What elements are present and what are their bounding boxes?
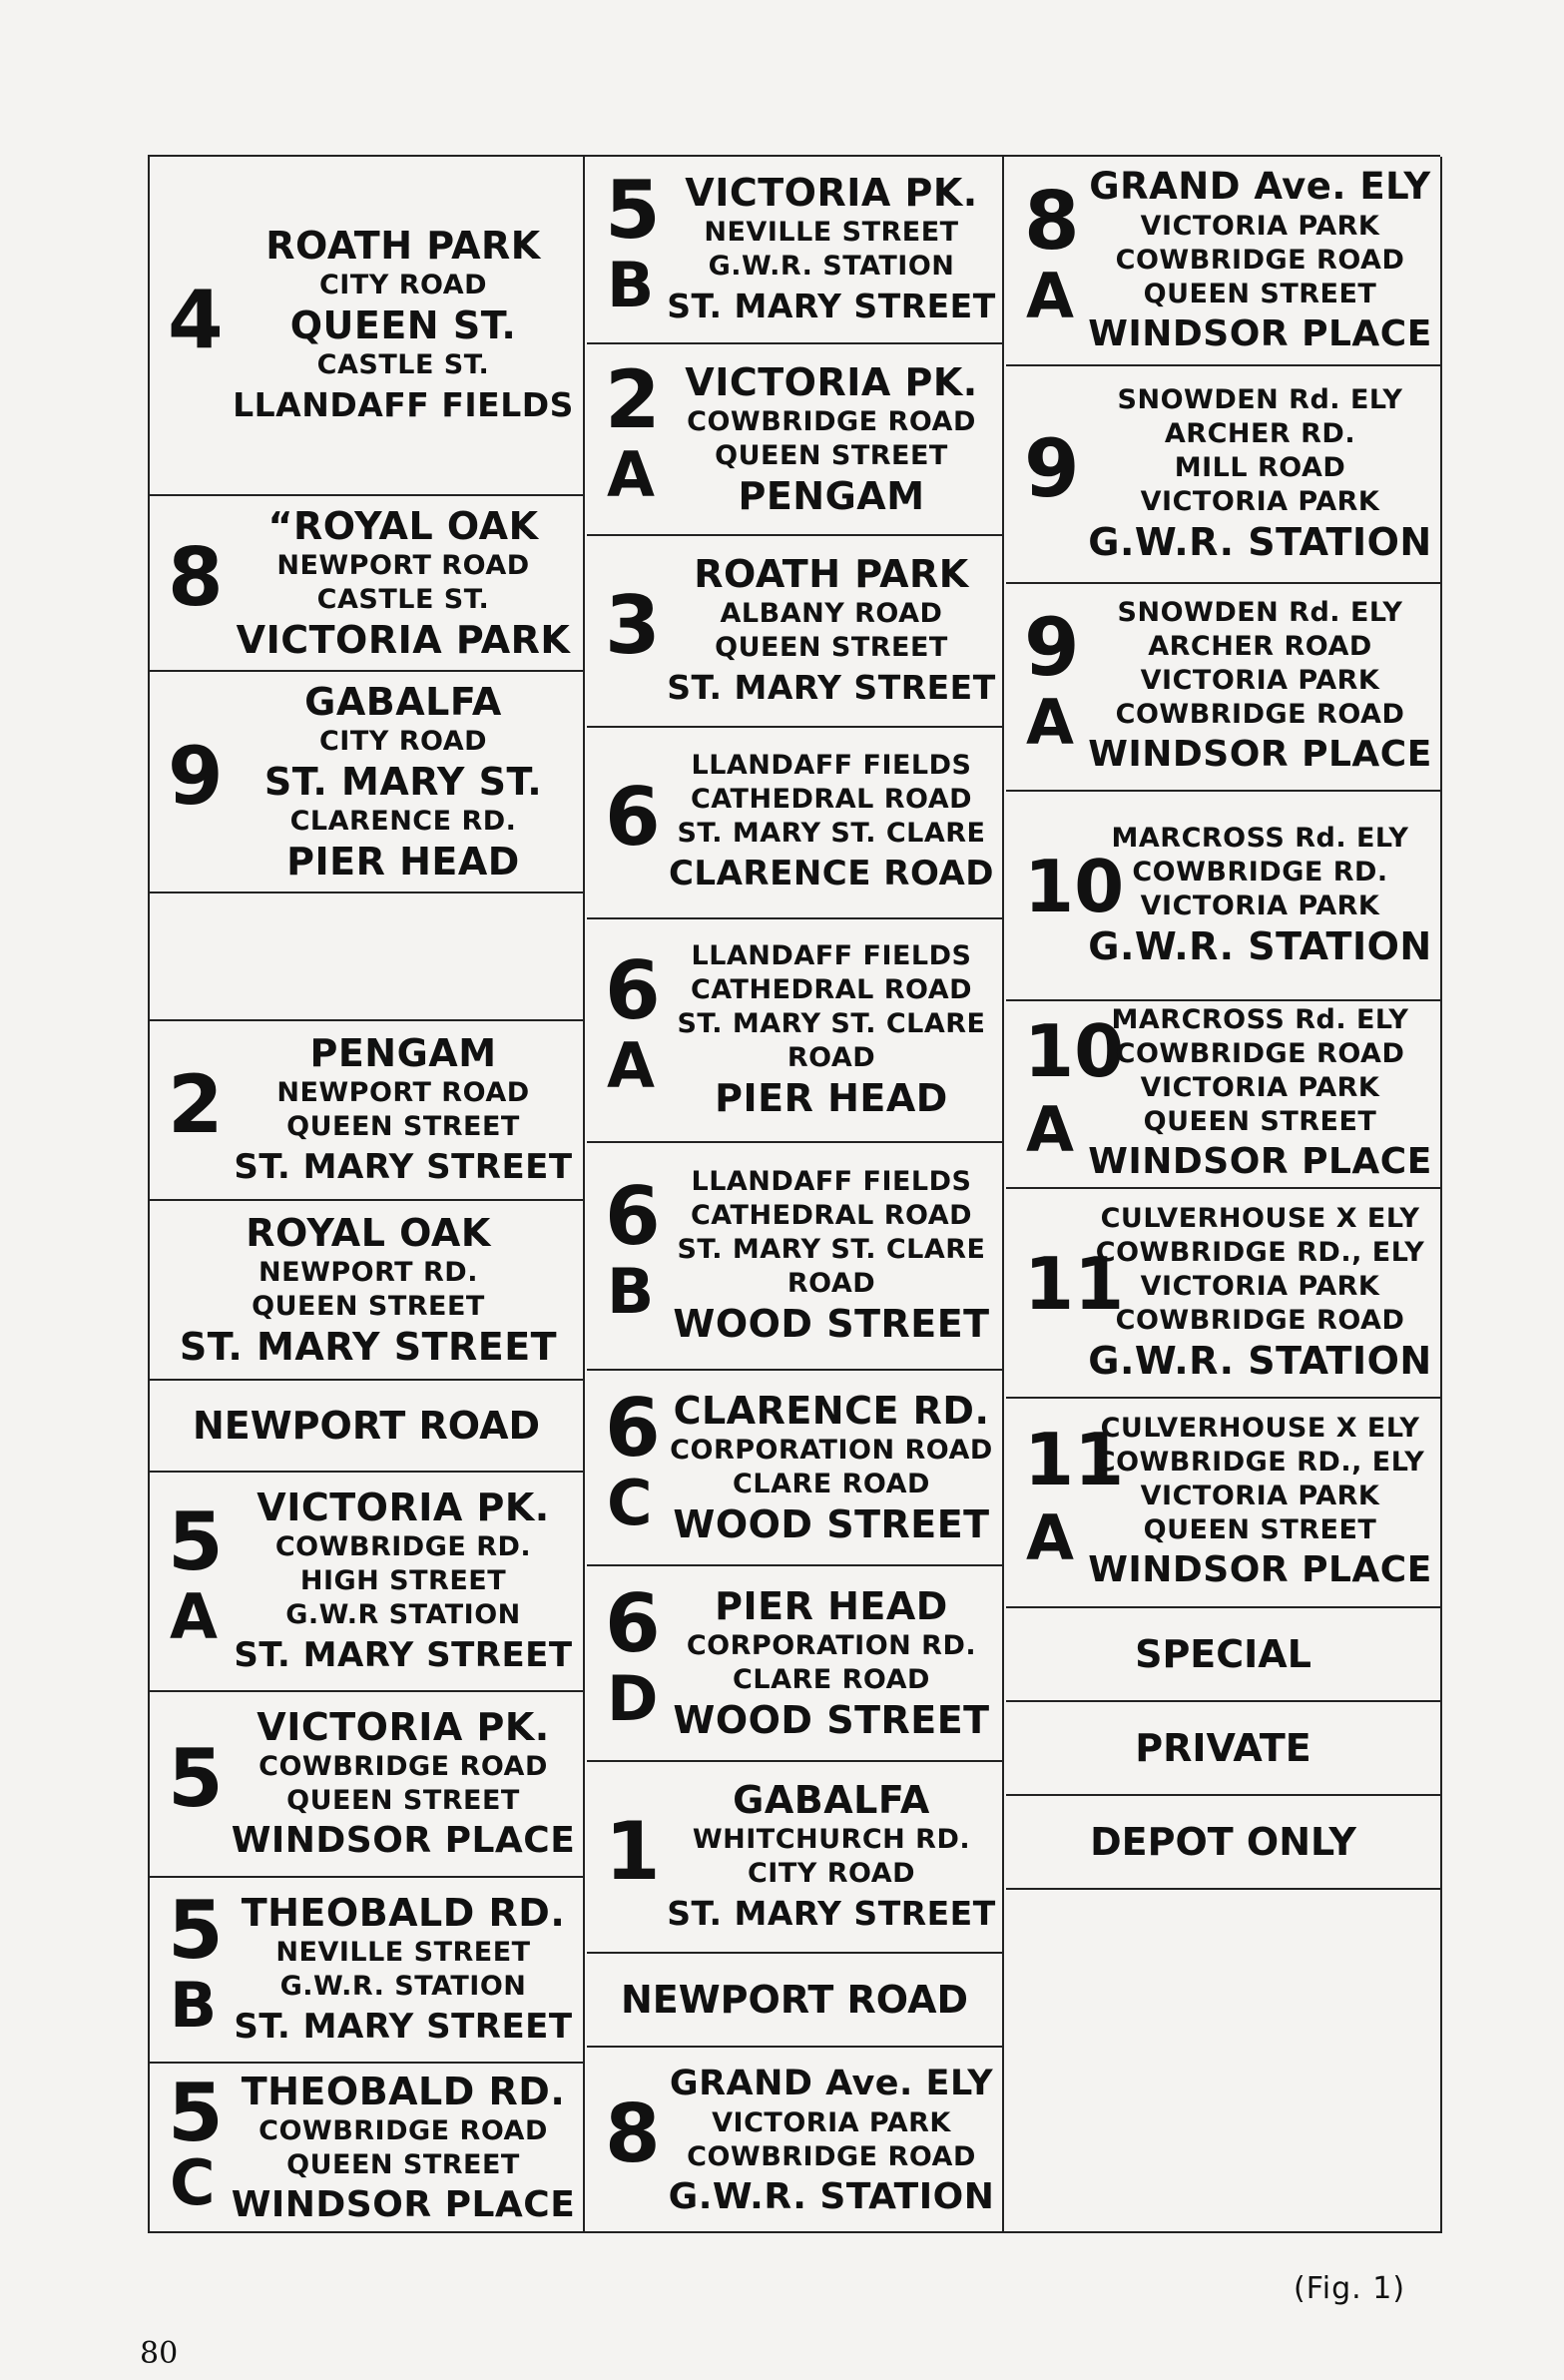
route-entry [587, 344, 1002, 536]
route-number: 6 [605, 944, 661, 1037]
terminus-line: VICTORIA PK. [257, 1705, 550, 1749]
terminus-line: VICTORIA PK. [685, 360, 978, 404]
destination-only: PRIVATE [1135, 1726, 1311, 1770]
route-number: 9 [1024, 422, 1080, 515]
terminus-line: GABALFA [733, 1778, 930, 1822]
via-line: COWBRIDGE RD. [274, 1531, 532, 1562]
terminus-line: PIER HEAD [715, 1584, 948, 1628]
route-number: 6 [605, 771, 661, 864]
route-entry [587, 1954, 1002, 2048]
via-line: QUEEN STREET [286, 1785, 520, 1816]
route-suffix: A [1026, 260, 1074, 332]
via-lines [1016, 1890, 1434, 2233]
terminus-line: PIER HEAD [286, 840, 520, 884]
via-line: QUEEN STREET [1143, 1106, 1377, 1137]
via-lines [667, 1371, 996, 1564]
via-line: LLANDAFF FIELDS [691, 750, 972, 781]
via-line: COWBRIDGE ROAD [687, 406, 976, 437]
column-1 [150, 157, 585, 2233]
destination-blind-table [148, 155, 1440, 2233]
route-entry [587, 1143, 1002, 1371]
via-line: G.W.R. STATION [708, 251, 955, 282]
via-lines [667, 1566, 996, 1760]
via-line: CATHEDRAL ROAD [690, 784, 973, 815]
column-3 [1006, 157, 1442, 2233]
terminus-line: GRAND Ave. ELY [1089, 165, 1431, 208]
via-line: ALBANY ROAD [720, 598, 943, 629]
via-line: COWBRIDGE RD., ELY [1095, 1447, 1425, 1478]
route-number: 2 [605, 353, 661, 446]
terminus-line: ST. MARY STREET [234, 1147, 573, 1187]
route-entry [150, 2064, 583, 2233]
destination-only: NEWPORT ROAD [620, 1978, 969, 2022]
terminus-line: G.W.R. STATION [1088, 924, 1432, 968]
via-line: COWBRIDGE ROAD [1115, 1305, 1405, 1336]
route-number: 8 [168, 531, 224, 624]
route-entry [1006, 1608, 1440, 1702]
route-entry [1006, 1399, 1440, 1608]
route-entry [150, 672, 583, 893]
via-line: QUEEN STREET [286, 2149, 520, 2180]
terminus-line: WINDSOR PLACE [1088, 1141, 1432, 1182]
via-lines [1086, 157, 1434, 364]
route-entry [587, 2048, 1002, 2233]
route-entry [587, 728, 1002, 919]
terminus-line: ST. MARY STREET [234, 2007, 573, 2047]
route-number: 10 [1024, 1009, 1125, 1093]
terminus-line: QUEEN ST. [289, 303, 517, 347]
via-line: G.W.R. STATION [279, 1971, 527, 2002]
page-number: 80 [140, 2336, 179, 2371]
destination-only: NEWPORT ROAD [192, 1404, 541, 1448]
route-entry [150, 496, 583, 672]
terminus-line: THEOBALD RD. [241, 2070, 566, 2113]
route-entry [1006, 1189, 1440, 1399]
via-line: CATHEDRAL ROAD [690, 1200, 973, 1231]
route-number: 5 [168, 1732, 224, 1825]
via-line: ARCHER RD. [1164, 418, 1356, 449]
via-line: CORPORATION RD. [686, 1630, 977, 1661]
terminus-line: CLARENCE ROAD [668, 854, 994, 893]
via-lines [230, 2064, 577, 2233]
route-number: 6 [605, 1170, 661, 1263]
via-line: NEVILLE STREET [275, 1937, 531, 1968]
route-entry [1006, 584, 1440, 792]
via-lines [230, 672, 577, 892]
route-entry [150, 1381, 583, 1473]
terminus-line: WINDSOR PLACE [231, 1820, 576, 1861]
via-line: ST. MARY ST. CLARE [677, 1234, 986, 1265]
via-line: VICTORIA PARK [1140, 891, 1380, 921]
terminus-line: ROATH PARK [694, 552, 969, 596]
via-line: CASTLE ST. [316, 349, 490, 380]
via-line: SNOWDEN Rd. ELY [1117, 597, 1403, 628]
via-line: ARCHER ROAD [1148, 631, 1372, 662]
terminus-line: GABALFA [304, 680, 502, 724]
destination-only: SPECIAL [1135, 1632, 1311, 1676]
via-lines [667, 344, 996, 534]
via-lines [667, 919, 996, 1141]
via-line: CLARENCE RD. [289, 806, 517, 837]
column-2 [587, 157, 1004, 2233]
via-line: QUEEN STREET [1143, 279, 1377, 309]
route-number: 4 [168, 274, 224, 366]
route-entry [1006, 1001, 1440, 1189]
via-lines [1086, 366, 1434, 582]
terminus-line: ST. MARY STREET [667, 287, 996, 325]
route-number: 5 [168, 1884, 224, 1977]
route-suffix: A [170, 1580, 218, 1653]
via-lines [160, 1201, 577, 1379]
route-suffix: A [1026, 686, 1074, 759]
via-line: HIGH STREET [299, 1565, 507, 1596]
terminus-line: “ROYAL OAK [267, 504, 539, 548]
route-entry [150, 1878, 583, 2064]
via-lines [1086, 584, 1434, 790]
via-line: ROAD [786, 1268, 876, 1299]
via-line: CATHEDRAL ROAD [690, 974, 973, 1005]
via-line: VICTORIA PARK [1140, 665, 1380, 696]
route-suffix: B [607, 249, 655, 321]
via-line: COWBRIDGE ROAD [1115, 699, 1405, 730]
route-number: 6 [605, 1382, 661, 1475]
terminus-line: VICTORIA PARK [236, 618, 571, 662]
route-entry [587, 1566, 1002, 1762]
via-line: SNOWDEN Rd. ELY [1117, 384, 1403, 415]
via-lines [667, 2048, 996, 2233]
terminus-line: ST. MARY STREET [667, 668, 996, 707]
via-line: NEWPORT RD. [259, 1257, 478, 1288]
terminus-line: WOOD STREET [673, 1502, 990, 1546]
terminus-line: LLANDAFF FIELDS [233, 385, 574, 424]
route-number: 8 [1024, 175, 1080, 268]
terminus-line: WINDSOR PLACE [1088, 313, 1432, 354]
via-line: NEVILLE STREET [704, 217, 959, 248]
via-line: CULVERHOUSE X ELY [1100, 1413, 1420, 1444]
route-number: 10 [1024, 845, 1125, 928]
via-lines [667, 536, 996, 726]
via-line: CULVERHOUSE X ELY [1100, 1203, 1420, 1234]
route-entry [1006, 157, 1440, 366]
via-lines [160, 893, 577, 1019]
via-line: COWBRIDGE ROAD [1115, 245, 1405, 276]
route-entry [1006, 1796, 1440, 1890]
via-line: ROAD [786, 1042, 876, 1073]
via-line: COWBRIDGE ROAD [259, 1751, 548, 1782]
route-entry [1006, 1702, 1440, 1796]
terminus-line: WOOD STREET [673, 1698, 990, 1742]
route-suffix: C [170, 2146, 216, 2219]
terminus-line: PENGAM [309, 1031, 497, 1075]
route-entry [150, 893, 583, 1021]
route-number: 11 [1024, 1242, 1125, 1326]
route-number: 5 [168, 2067, 224, 2159]
route-entry [150, 1021, 583, 1201]
via-lines [1086, 1001, 1434, 1187]
route-number: 6 [605, 1577, 661, 1670]
via-line: QUEEN STREET [252, 1291, 485, 1322]
route-suffix: A [1026, 1093, 1074, 1166]
route-entry [587, 1371, 1002, 1566]
route-suffix: D [607, 1662, 659, 1735]
terminus-line: ROYAL OAK [246, 1211, 491, 1255]
terminus-line: G.W.R. STATION [1088, 1339, 1432, 1383]
via-line: G.W.R STATION [285, 1599, 521, 1630]
via-line: WHITCHURCH RD. [692, 1824, 971, 1855]
terminus-line: WOOD STREET [673, 1302, 990, 1346]
terminus-line: WINDSOR PLACE [1088, 734, 1432, 775]
via-lines [667, 1762, 996, 1952]
terminus-line: ST. MARY ST. [263, 760, 543, 804]
route-number: 3 [605, 579, 661, 672]
route-entry [587, 536, 1002, 728]
via-line: COWBRIDGE RD. [1132, 857, 1388, 888]
via-line: NEWPORT ROAD [276, 1077, 530, 1108]
route-entry [587, 1762, 1002, 1954]
route-entry [587, 157, 1002, 344]
via-line: VICTORIA PARK [1140, 486, 1380, 517]
route-entry [150, 1473, 583, 1692]
via-line: QUEEN STREET [1143, 1514, 1377, 1545]
via-line: COWBRIDGE ROAD [687, 2141, 976, 2172]
via-lines [1086, 1189, 1434, 1397]
via-line: VICTORIA PARK [1140, 211, 1380, 242]
route-number: 9 [168, 730, 224, 823]
terminus-line: GRAND Ave. ELY [669, 2064, 994, 2103]
via-line: QUEEN STREET [715, 632, 948, 663]
via-lines [230, 157, 577, 494]
via-lines [230, 1021, 577, 1199]
via-line: CITY ROAD [318, 726, 488, 757]
route-number: 9 [1024, 601, 1080, 694]
terminus-line: THEOBALD RD. [241, 1891, 566, 1935]
via-line: CITY ROAD [318, 270, 488, 300]
terminus-line: G.W.R. STATION [1088, 520, 1432, 564]
via-line: MARCROSS Rd. ELY [1111, 823, 1409, 854]
via-line: COWBRIDGE ROAD [1115, 1038, 1405, 1069]
via-line: CASTLE ST. [316, 584, 490, 615]
route-suffix: A [1026, 1501, 1074, 1574]
route-entry [1006, 792, 1440, 1001]
route-number: 2 [168, 1058, 224, 1151]
terminus-line: PIER HEAD [715, 1076, 948, 1120]
route-suffix: B [607, 1255, 655, 1328]
route-suffix: B [170, 1969, 218, 2042]
via-lines [667, 157, 996, 342]
route-suffix: C [607, 1467, 653, 1539]
via-lines [1086, 792, 1434, 999]
route-entry [150, 157, 583, 496]
terminus-line: VICTORIA PK. [685, 171, 978, 215]
via-lines [230, 1878, 577, 2062]
terminus-line: ST. MARY STREET [179, 1325, 558, 1369]
via-line: MARCROSS Rd. ELY [1111, 1004, 1409, 1035]
route-suffix: A [607, 438, 655, 511]
route-entry [150, 1201, 583, 1381]
via-line: CLARE ROAD [733, 1469, 930, 1499]
terminus-line: WINDSOR PLACE [231, 2184, 576, 2225]
terminus-line: ROATH PARK [265, 224, 541, 268]
via-line: COWBRIDGE ROAD [259, 2115, 548, 2146]
route-suffix: A [607, 1029, 655, 1102]
via-lines [667, 728, 996, 917]
via-line: VICTORIA PARK [1140, 1481, 1380, 1511]
via-line: ST. MARY ST. CLARE [677, 1008, 986, 1039]
via-lines [230, 496, 577, 670]
via-line: VICTORIA PARK [1140, 1271, 1380, 1302]
via-lines [230, 1473, 577, 1690]
via-line: NEWPORT ROAD [276, 550, 530, 581]
via-lines [1086, 1399, 1434, 1606]
terminus-line: G.W.R. STATION [668, 2176, 995, 2217]
figure-label: (Fig. 1) [1294, 2271, 1406, 2306]
terminus-line: PENGAM [738, 474, 925, 518]
route-number: 11 [1024, 1418, 1125, 1501]
terminus-line: CLARENCE RD. [673, 1389, 990, 1433]
via-line: CITY ROAD [747, 1858, 916, 1889]
terminus-line: WINDSOR PLACE [1088, 1549, 1432, 1590]
via-line: COWBRIDGE RD., ELY [1095, 1237, 1425, 1268]
via-line: QUEEN STREET [286, 1111, 520, 1142]
destination-only: DEPOT ONLY [1090, 1820, 1356, 1864]
route-entry [1006, 1890, 1440, 2233]
via-line: VICTORIA PARK [1140, 1072, 1380, 1103]
route-number: 8 [605, 2087, 661, 2180]
via-line: LLANDAFF FIELDS [691, 1166, 972, 1197]
via-line: LLANDAFF FIELDS [691, 940, 972, 971]
route-number: 1 [605, 1805, 661, 1898]
route-number: 5 [605, 164, 661, 257]
route-entry [1006, 366, 1440, 584]
via-lines [667, 1143, 996, 1369]
via-line: MILL ROAD [1174, 452, 1346, 483]
via-line: CORPORATION ROAD [670, 1435, 993, 1466]
via-line: VICTORIA PARK [712, 2107, 951, 2138]
via-line: QUEEN STREET [715, 440, 948, 471]
route-entry [150, 1692, 583, 1878]
via-line: CLARE ROAD [733, 1664, 930, 1695]
route-entry [587, 919, 1002, 1143]
terminus-line: ST. MARY STREET [667, 1894, 996, 1933]
route-number: 5 [168, 1495, 224, 1588]
via-lines [230, 1692, 577, 1876]
terminus-line: ST. MARY STREET [234, 1635, 573, 1675]
via-line: ST. MARY ST. CLARE [677, 818, 986, 849]
terminus-line: VICTORIA PK. [257, 1486, 550, 1529]
